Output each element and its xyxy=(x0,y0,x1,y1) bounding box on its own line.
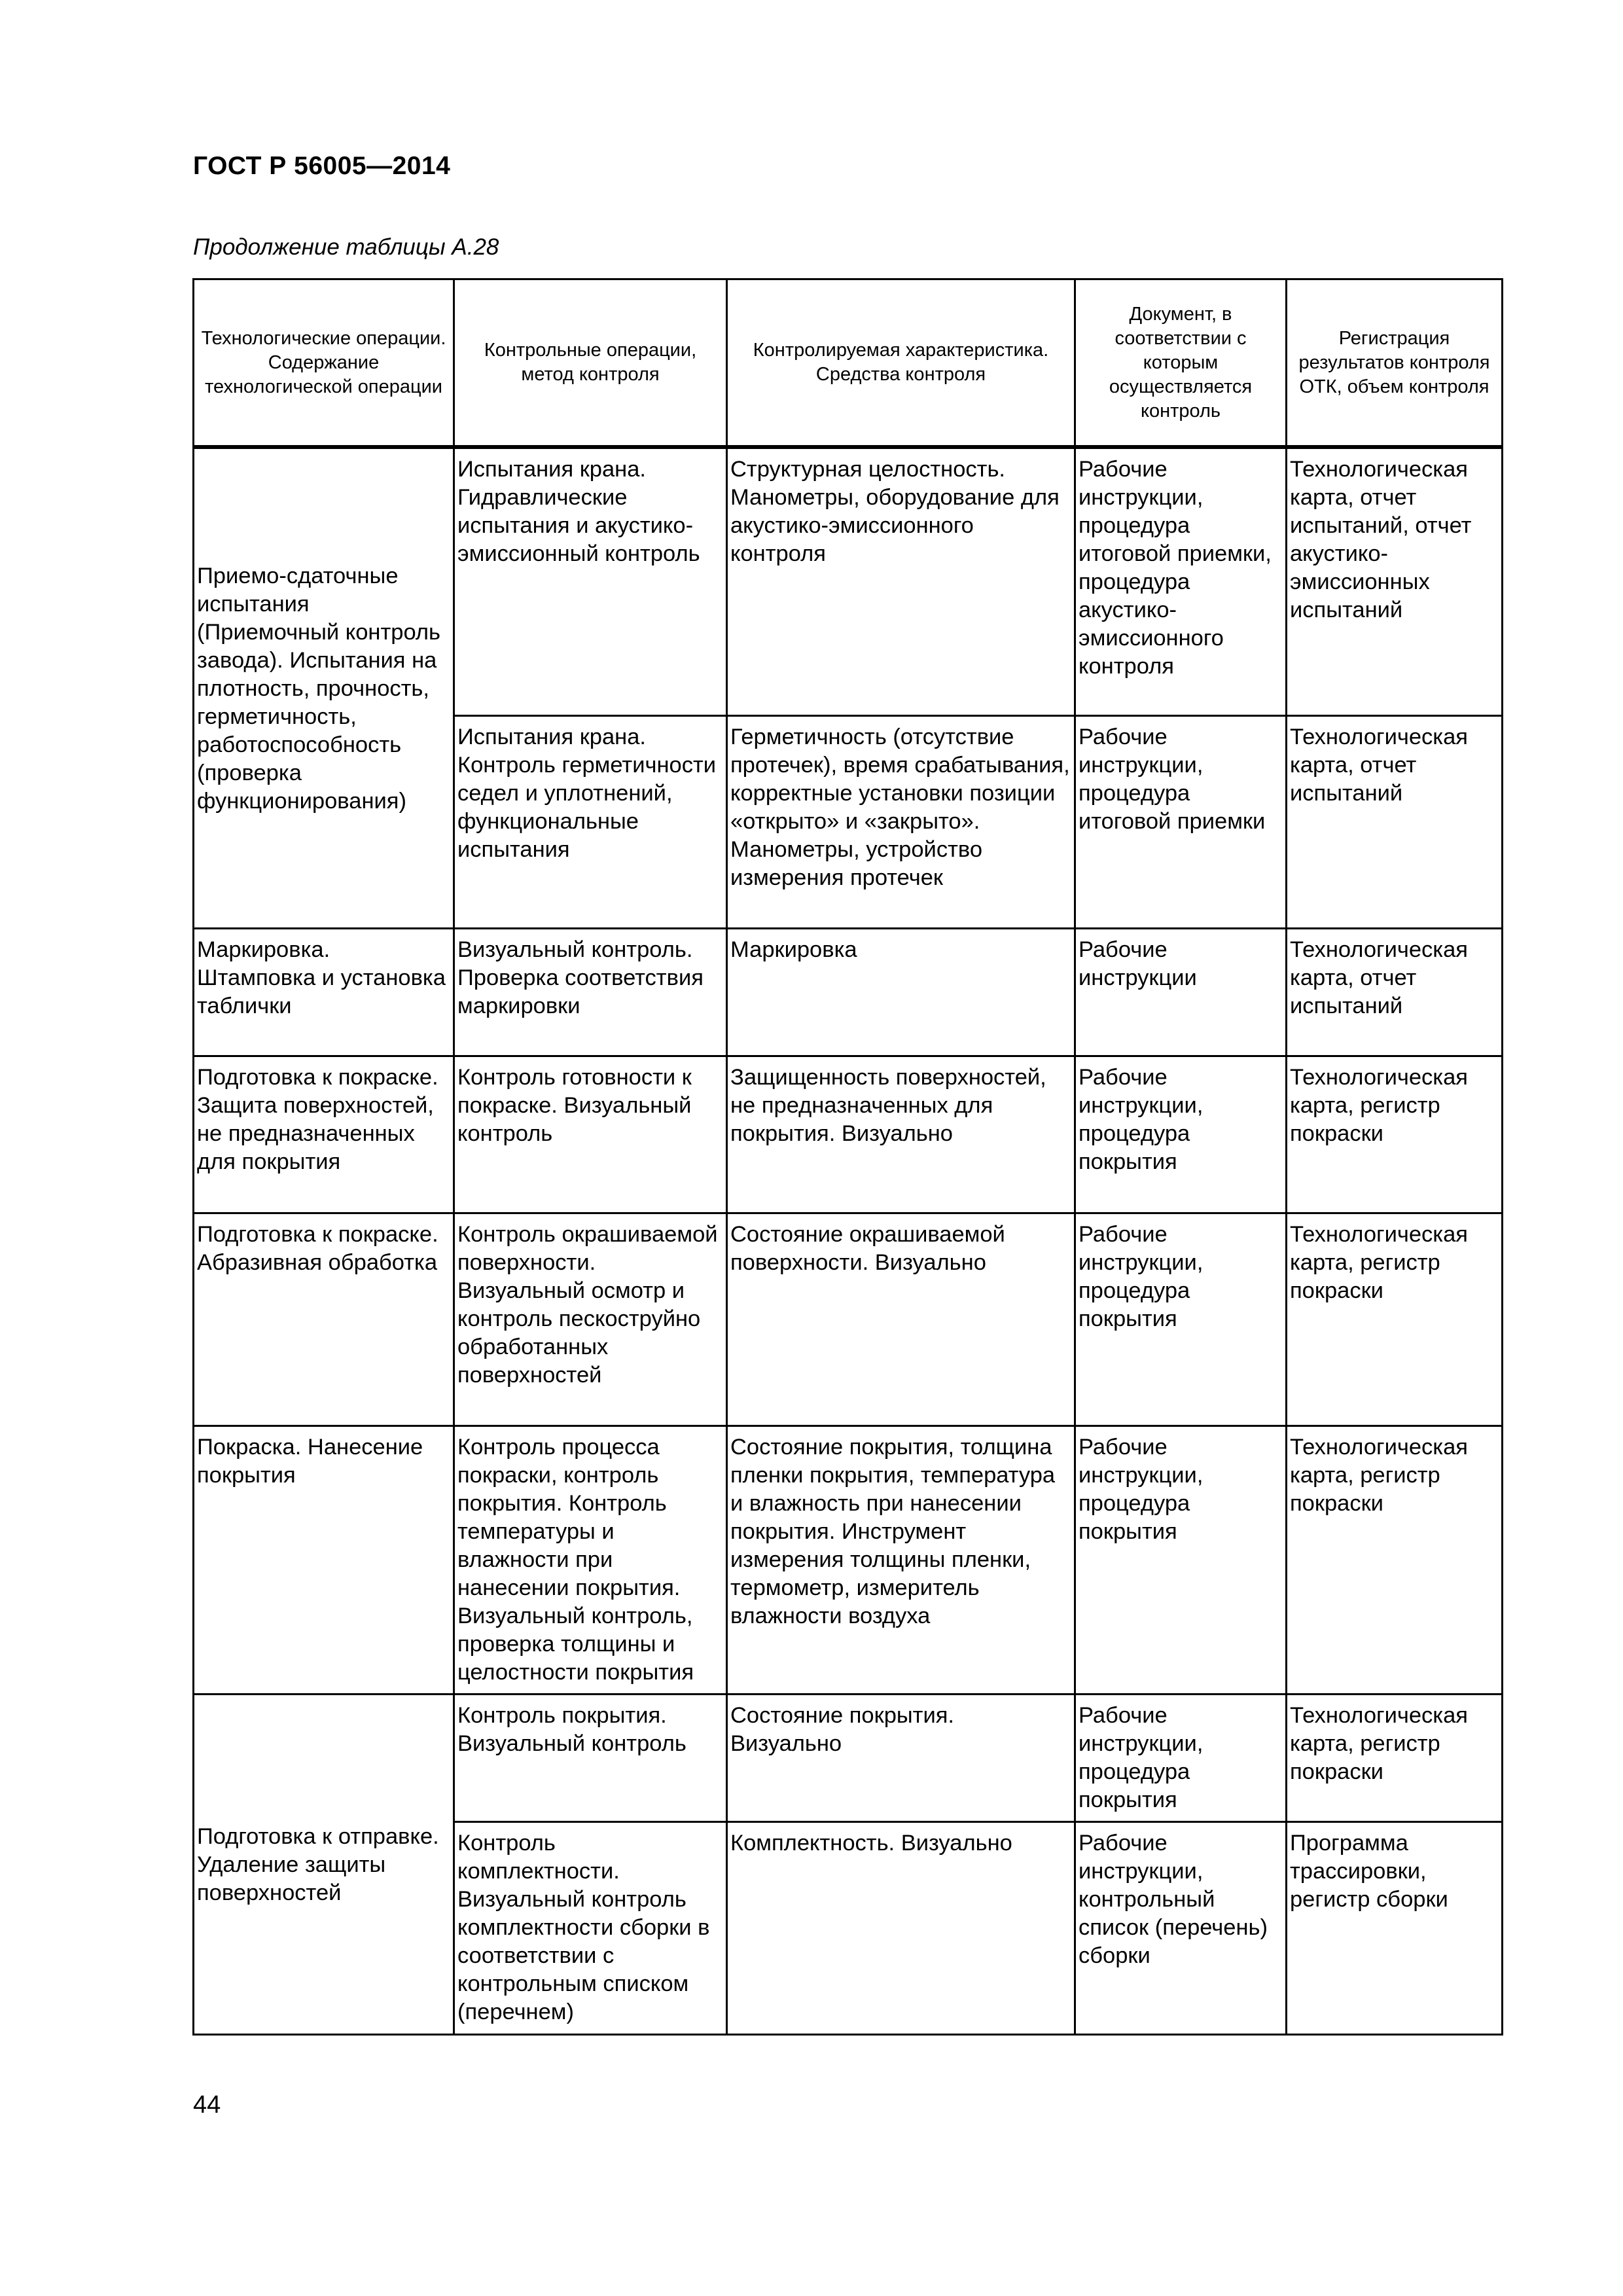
operation-cell: Подготовка к покраске. Защита поверхностей, не предназначенных для покрытия xyxy=(194,1056,454,1213)
page-number: 44 xyxy=(193,2091,221,2119)
table-row xyxy=(194,1056,1503,1213)
registration-cell: Технологическая карта, отчет испытаний xyxy=(1287,715,1503,928)
control-cell: Испытания крана. Гидравлические испытания и акустико-эмиссионный контроль xyxy=(454,447,727,715)
table-row xyxy=(194,1694,1503,1821)
document-cell: Рабочие инструкции, процедура итоговой приемки xyxy=(1075,715,1287,928)
characteristic-cell: Комплектность. Визуально xyxy=(727,1821,1075,2034)
header-document: Документ, в соответствии с которым осуществляется контроль xyxy=(1075,279,1287,448)
operation-cell: Подготовка к покраске. Абразивная обработка xyxy=(194,1213,454,1426)
registration-cell: Технологическая карта, регистр покраски xyxy=(1287,1056,1503,1213)
table-row xyxy=(194,447,1503,715)
operation-cell: Подготовка к отправке. Удаление защиты поверхностей xyxy=(194,1694,454,2034)
header-control: Контрольные операции, метод контроля xyxy=(454,279,727,448)
control-cell: Контроль покрытия. Визуальный контроль xyxy=(454,1694,727,1821)
control-cell: Контроль готовности к покраске. Визуальный контроль xyxy=(454,1056,727,1213)
characteristic-cell: Маркировка xyxy=(727,928,1075,1056)
characteristic-cell: Структурная целостность. Манометры, оборудование для акустико-эмиссионного контроля xyxy=(727,447,1075,715)
registration-cell: Технологическая карта, регистр покраски xyxy=(1287,1426,1503,1694)
control-cell: Контроль комплектности. Визуальный контроль комплектности сборки в соответствии с контрольным списком (перечнем) xyxy=(454,1821,727,2034)
document-cell: Рабочие инструкции, контрольный список (перечень) сборки xyxy=(1075,1821,1287,2034)
header-registration: Регистрация результатов контроля ОТК, объем контроля xyxy=(1287,279,1503,448)
document-cell: Рабочие инструкции, процедура покрытия xyxy=(1075,1694,1287,1821)
control-cell: Испытания крана. Контроль герметичности седел и уплотнений, функциональные испытания xyxy=(454,715,727,928)
registration-cell: Технологическая карта, отчет испытаний xyxy=(1287,928,1503,1056)
registration-cell: Программа трассировки, регистр сборки xyxy=(1287,1821,1503,2034)
registration-cell: Технологическая карта, регистр покраски xyxy=(1287,1694,1503,1821)
control-cell: Контроль процесса покраски, контроль покрытия. Контроль температуры и влажности при нанесении покрытия. Визуальный контроль, проверка толщины и целостности покрытия xyxy=(454,1426,727,1694)
table-caption: Продолжение таблицы А.28 xyxy=(193,234,499,260)
registration-cell: Технологическая карта, регистр покраски xyxy=(1287,1213,1503,1426)
operation-cell: Покраска. Нанесение покрытия xyxy=(194,1426,454,1694)
control-cell: Контроль окрашиваемой поверхности. Визуальный осмотр и контроль пескоструйно обработанных поверхностей xyxy=(454,1213,727,1426)
characteristic-cell: Состояние покрытия, толщина пленки покрытия, температура и влажность при нанесении покрытия. Инструмент измерения толщины пленки, термометр, измеритель влажности воздуха xyxy=(727,1426,1075,1694)
header-characteristic: Контролируемая характеристика. Средства контроля xyxy=(727,279,1075,448)
document-cell: Рабочие инструкции, процедура итоговой приемки, процедура акустико-эмиссионного контроля xyxy=(1075,447,1287,715)
characteristic-cell: Состояние покрытия. Визуально xyxy=(727,1694,1075,1821)
table-header-row xyxy=(194,279,1503,448)
characteristic-cell: Защищенность поверхностей, не предназначенных для покрытия. Визуально xyxy=(727,1056,1075,1213)
table-row xyxy=(194,928,1503,1056)
document-cell: Рабочие инструкции xyxy=(1075,928,1287,1056)
characteristic-cell: Герметичность (отсутствие протечек), время срабатывания, корректные установки позиции «открыто» и «закрыто». Манометры, устройство измерения протечек xyxy=(727,715,1075,928)
document-header: ГОСТ Р 56005—2014 xyxy=(193,152,451,180)
control-cell: Визуальный контроль. Проверка соответствия маркировки xyxy=(454,928,727,1056)
table-row xyxy=(194,1213,1503,1426)
document-cell: Рабочие инструкции, процедура покрытия xyxy=(1075,1426,1287,1694)
document-cell: Рабочие инструкции, процедура покрытия xyxy=(1075,1056,1287,1213)
characteristic-cell: Состояние окрашиваемой поверхности. Визуально xyxy=(727,1213,1075,1426)
header-operation: Технологические операции. Содержание технологической операции xyxy=(194,279,454,448)
operation-cell: Маркировка. Штамповка и установка таблички xyxy=(194,928,454,1056)
table-row xyxy=(194,1426,1503,1694)
operation-cell: Приемо-сдаточные испытания (Приемочный контроль завода). Испытания на плотность, прочность, герметичность, работоспособность (проверка функционирования) xyxy=(194,447,454,928)
control-table xyxy=(192,278,1503,2036)
registration-cell: Технологическая карта, отчет испытаний, отчет акустико-эмиссионных испытаний xyxy=(1287,447,1503,715)
document-cell: Рабочие инструкции, процедура покрытия xyxy=(1075,1213,1287,1426)
